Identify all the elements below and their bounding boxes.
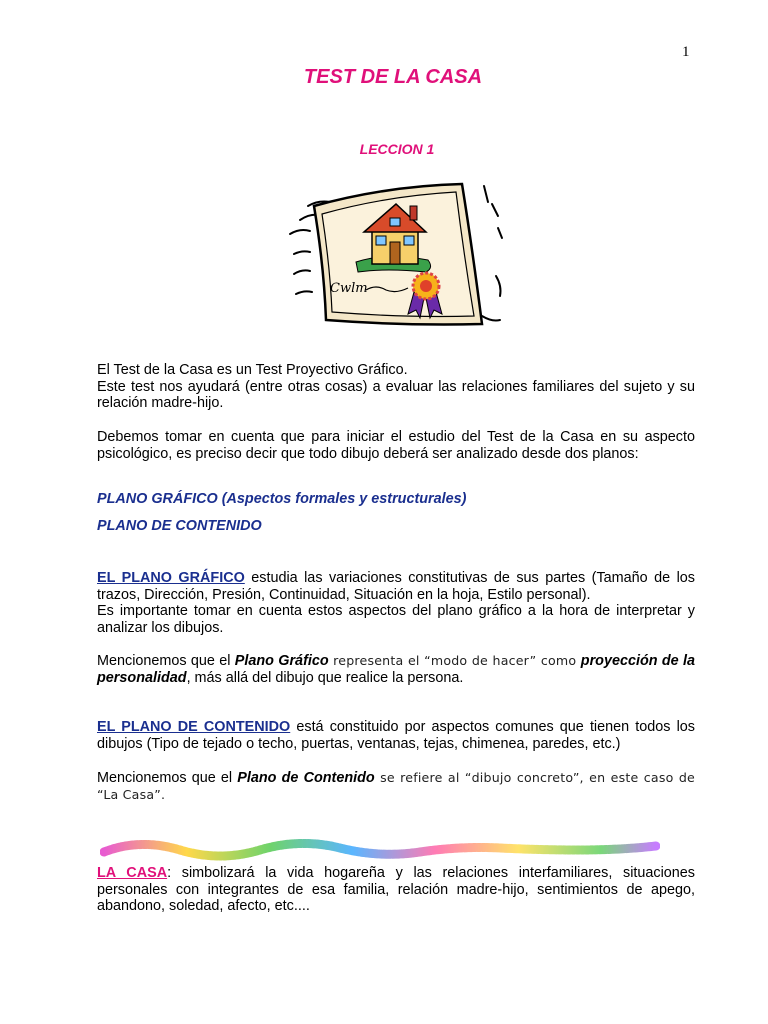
grafico-mention-pre: Mencionemos que el — [97, 653, 235, 669]
contenido-mention-paragraph — [97, 770, 695, 803]
intro-line-1: El Test de la Casa es un Test Proyectivo Gráfico. — [97, 362, 408, 378]
house-certificate-clipart — [286, 176, 508, 336]
grafico-mention-bold-2: proyección de la personalidad — [97, 653, 695, 686]
grafico-section-text: estudia las variaciones constitutivas de sus partes (Tamaño de los trazos, Dirección, Presión, Continuidad, Situación en la hoja, Estilo personal). — [97, 570, 695, 603]
grafico-section-text-2: Es importante tomar en cuenta estos aspectos del plano gráfico a la hora de interpretar y analizar los dibujos. — [97, 603, 695, 636]
contenido-mention-mid: se refiere al “dibujo concreto”, en este caso de “La Casa”. — [97, 770, 695, 802]
contenido-mention-bold: Plano de Contenido — [237, 770, 375, 786]
grafico-section — [97, 570, 695, 636]
document-title: TEST DE LA CASA — [303, 66, 483, 88]
grafico-section-heading[interactable]: EL PLANO GRÁFICO — [97, 570, 245, 586]
casa-section — [97, 865, 695, 915]
planes-paragraph: Debemos tomar en cuenta que para iniciar el estudio del Test de la Casa en su aspecto psicológico, es preciso decir que todo dibujo deberá ser analizado desde dos planos: — [97, 429, 695, 462]
intro-line-2: Este test nos ayudará (entre otras cosas) a evaluar las relaciones familiares del sujeto y su relación madre-hijo. — [97, 378, 695, 412]
rainbow-wave-divider — [100, 832, 660, 866]
plano-grafico-heading: PLANO GRÁFICO (Aspectos formales y estructurales) — [97, 491, 467, 507]
contenido-section-text: está constituido por aspectos comunes que tienen todos los dibujos (Tipo de tejado o techo, puertas, ventanas, tejas, chimenea, paredes, etc.) — [97, 719, 696, 752]
casa-section-heading[interactable]: LA CASA — [97, 865, 168, 881]
plano-contenido-heading: PLANO DE CONTENIDO — [97, 518, 262, 534]
grafico-mention-bold: Plano Gráfico — [234, 653, 329, 669]
contenido-mention-pre: Mencionemos que el — [97, 770, 238, 786]
grafico-mention-mid: representa el “modo de hacer” como — [328, 653, 581, 668]
contenido-section — [97, 719, 695, 752]
contenido-section-heading[interactable]: EL PLANO DE CONTENIDO — [97, 719, 291, 735]
lesson-heading: LECCION 1 — [359, 141, 435, 157]
grafico-mention-paragraph — [97, 653, 695, 686]
casa-section-text: : simbolizará la vida hogareña y las relaciones interfamiliares, situaciones personales con integrantes de esa familia, relación madre-hijo, sentimientos de apego, abandono, soledad, afecto, etc.... — [97, 865, 695, 915]
grafico-mention-post: , más allá del dibujo que realice la persona. — [186, 669, 464, 686]
clipart-signature: Cwlm — [330, 281, 368, 296]
page-number: 1 — [682, 44, 690, 60]
intro-paragraph — [97, 362, 695, 412]
